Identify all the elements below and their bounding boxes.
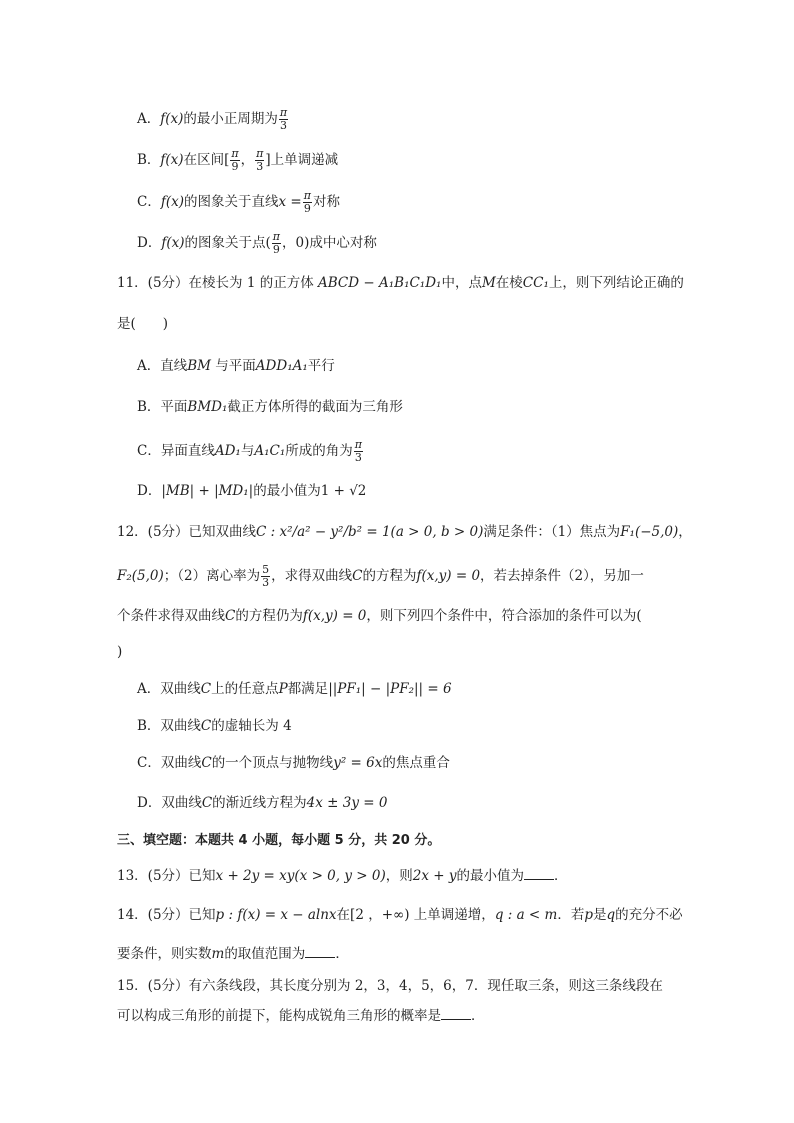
q14-line1: 14．(5分）已知p : f(x) = x − alnx在[2 ，+∞) 上单调递增，q : a < m．若p是q的充分不必 bbox=[117, 907, 683, 923]
q12-stem-line2: F₂(5,0)；（2）离心率为 $\frac{5}{3}$ ，求得双曲线C的方程为f(x,y) = 0，若去掉条件（2），另加一 bbox=[117, 563, 644, 589]
q12-option-b: B．双曲线C的虚轴长为 4 bbox=[137, 718, 292, 734]
q12-option-a: A．双曲线C上的任意点P都满足||PF₁| − |PF₂|| = 6 bbox=[137, 681, 452, 697]
answer-blank bbox=[524, 867, 554, 880]
q10-option-a: A．f(x)的最小正周期为 $\frac{\pi}{3}$ bbox=[137, 106, 288, 132]
q11-option-c: C．异面直线AD₁与A₁C₁所成的角为 $\frac{\pi}{3}$ bbox=[137, 438, 362, 464]
q12-stem-line1: 12．(5分）已知双曲线C : x²/a² − y²/b² = 1(a > 0, b > 0)满足条件：（1）焦点为F₁(−5,0)， bbox=[117, 524, 692, 540]
q14-line2: 要条件，则实数m的取值范围为 ． bbox=[117, 946, 349, 962]
q13: 13．(5分）已知x + 2y = xy(x > 0, y > 0)，则2x + y的最小值为 ． bbox=[117, 868, 568, 884]
q12-stem-line4: ) bbox=[117, 644, 123, 660]
section-3-heading: 三、填空题：本题共 4 小题，每小题 5 分，共 20 分。 bbox=[117, 833, 441, 848]
answer-blank bbox=[305, 945, 335, 958]
q11-stem-line1: 11．(5分）在棱长为 1 的正方体 ABCD − A₁B₁C₁D₁中，点M在棱CC₁上，则下列结论正确的 bbox=[117, 275, 684, 291]
q12-option-c: C．双曲线C的一个顶点与抛物线y² = 6x的焦点重合 bbox=[137, 755, 450, 771]
answer-blank bbox=[441, 1007, 471, 1020]
q10-option-b: B．f(x)在区间[ $\frac{\pi}{9}$ ， $\frac{\pi}{3}$ ]上单调递减 bbox=[137, 147, 339, 173]
q11-option-d: D．|MB| + |MD₁|的最小值为1 + √2 bbox=[137, 483, 367, 499]
q15-line2: 可以构成三角形的前提下，能构成锐角三角形的概率是 ． bbox=[117, 1008, 485, 1024]
q12-option-d: D．双曲线C的渐近线方程为4x ± 3y = 0 bbox=[137, 795, 388, 811]
q11-stem-line2: 是( ) bbox=[117, 316, 169, 332]
q10-option-d: D．f(x)的图象关于点( $\frac{\pi}{9}$ ，0)成中心对称 bbox=[137, 230, 377, 256]
q11-option-b: B．平面BMD₁截正方体所得的截面为三角形 bbox=[137, 399, 403, 415]
q10-option-c: C．f(x)的图象关于直线x = $\frac{\pi}{9}$ 对称 bbox=[137, 189, 340, 215]
q11-option-a: A．直线BM 与平面ADD₁A₁平行 bbox=[137, 358, 335, 374]
q12-stem-line3: 个条件求得双曲线C的方程仍为f(x,y) = 0，则下列四个条件中，符合添加的条件可以为( bbox=[117, 608, 642, 624]
q15-line1: 15．(5分）有六条线段，其长度分别为 2，3，4，5，6，7．现任取三条，则这三条线段在 bbox=[117, 978, 663, 994]
